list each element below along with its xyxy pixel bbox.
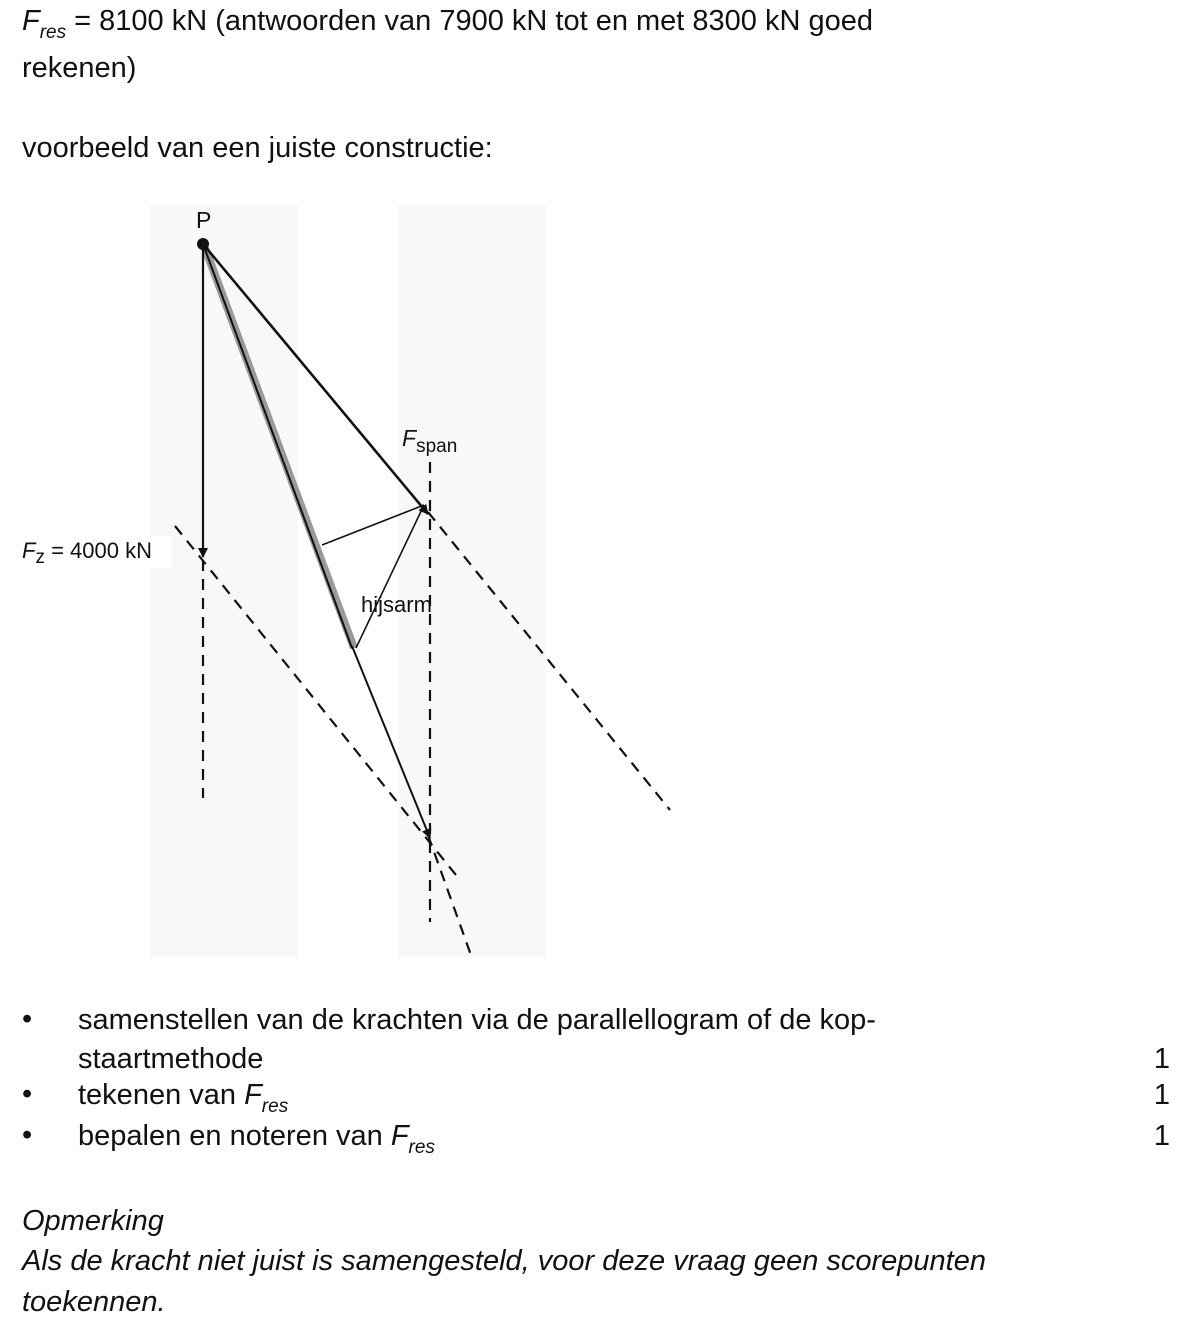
criterion-3-text: bepalen en noteren van <box>78 1120 391 1152</box>
fz-symbol: F <box>22 538 36 563</box>
criterion-1-score: 1 <box>1153 1043 1170 1075</box>
example-heading: voorbeeld van een juiste constructie: <box>22 132 493 164</box>
boom-label: hijsarm <box>361 592 432 617</box>
answer-line <box>22 4 873 50</box>
fz-value: = 4000 kN <box>44 538 152 563</box>
point-p <box>197 238 209 250</box>
remark-line-1: Als de kracht niet juist is samengesteld, voor deze vraag geen scorepunten <box>22 1245 986 1277</box>
criterion-2-score: 1 <box>1153 1079 1170 1111</box>
remark-title: Opmerking <box>22 1205 164 1237</box>
criterion-2-subscript: res <box>261 1096 289 1117</box>
criterion-2-text: tekenen van <box>78 1079 245 1111</box>
criterion-3-subscript: res <box>408 1137 435 1158</box>
point-p-label: P <box>196 207 212 233</box>
force-construction-diagram <box>0 195 720 970</box>
fspan-subscript: span <box>416 436 458 457</box>
criterion-2 <box>78 1078 288 1124</box>
criterion-2-symbol: F <box>244 1079 262 1111</box>
criterion-1-line-1: samenstellen van de krachten via de parallellogram of de kop- <box>78 1004 876 1036</box>
criterion-3 <box>78 1119 435 1165</box>
background-panel <box>398 205 546 957</box>
remark-line-2: toekennen. <box>22 1286 166 1318</box>
bullet-marker: • <box>22 1003 33 1035</box>
bullet-marker: • <box>22 1078 33 1110</box>
criterion-1-line-2: staartmethode <box>78 1043 264 1075</box>
answer-line-2: rekenen) <box>22 52 137 84</box>
fspan-symbol: F <box>402 425 417 451</box>
criterion-3-symbol: F <box>390 1120 409 1152</box>
criterion-3-score: 1 <box>1153 1120 1170 1152</box>
background-panel <box>150 205 298 957</box>
fz-subscript: z <box>35 547 45 568</box>
answer-text: = 8100 kN (antwoorden van 7900 kN tot en met 8300 kN goed <box>66 5 873 37</box>
fres-subscript: res <box>39 22 67 43</box>
bullet-marker: • <box>22 1119 33 1151</box>
fres-symbol: F <box>22 5 40 37</box>
